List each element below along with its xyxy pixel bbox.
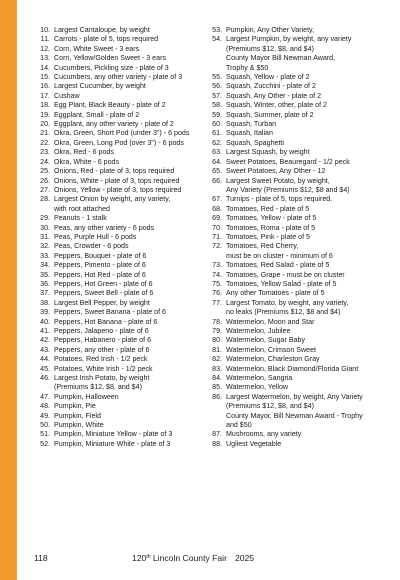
entry-item [207, 205, 375, 214]
entry-text: Squash, Summer, plate of 2 [226, 110, 314, 119]
entry-text: Watermelon, Black Diamond/Florida Giant [226, 364, 359, 373]
entry-number: 72. [212, 242, 222, 251]
entry-text: Sweet Potatoes, Beauregard - 1/2 peck [226, 157, 350, 166]
entry-text: Okra, Green, Long Pod (over 3") - 6 pods [54, 138, 184, 147]
entry-text: Peanuts - 1 stalk [54, 214, 107, 223]
entry-text: Squash, Winter, other, plate of 2 [226, 101, 327, 110]
entry-item [35, 73, 193, 82]
entry-text: Peppers, Sweet Bell - plate of 6 [54, 289, 154, 298]
entry-item [35, 355, 193, 364]
entry-item [35, 252, 193, 261]
entry-item [35, 139, 193, 148]
entry-text: Pumpkin, Field [54, 411, 101, 420]
footer-edition-suffix: th [146, 554, 151, 560]
entry-text: Watermelon, Charleston Gray [226, 355, 320, 364]
entry-number: 62. [212, 138, 222, 147]
entry-text: Corn, Yellow/Golden Sweet - 3 ears [54, 54, 166, 63]
entry-text: Peppers, Hot Banana - plate of 6 [54, 317, 158, 326]
entry-text: Peppers, Bouquet - plate of 6 [54, 251, 147, 260]
entry-number: 54. [212, 35, 222, 44]
entry-text: Cucumbers, any other variety - plate of 3 [54, 73, 183, 82]
entry-number: 44. [40, 355, 50, 364]
entry-number: 67. [212, 195, 222, 204]
entry-number: 11. [40, 35, 50, 44]
entry-number: 33. [40, 251, 50, 260]
entry-text: Watermelon, Crimson Sweet [226, 345, 317, 354]
entry-item [35, 35, 193, 44]
entry-number: 56. [212, 82, 222, 91]
entry-number: 79. [212, 327, 222, 335]
entry-number: 74. [212, 270, 222, 279]
entry-number: 82. [212, 355, 222, 364]
entry-number: 42. [40, 336, 50, 345]
entry-item [35, 224, 193, 233]
entry-number: 66. [212, 176, 222, 185]
entries-column-left [35, 26, 193, 449]
entry-item [207, 365, 375, 374]
entry-number: 73. [212, 261, 222, 270]
entry-number: 63. [212, 148, 222, 157]
entry-number: 55. [212, 73, 222, 82]
entry-text: Okra, Green, Short Pod (under 3") - 6 pods [54, 129, 190, 138]
entry-text: Sweet Potatoes, Any Other - 12 [226, 167, 326, 176]
entry-item [35, 299, 193, 308]
entry-item [207, 167, 375, 176]
entry-item [35, 177, 193, 186]
entry-item [207, 271, 375, 280]
entry-text: Peas, Crowder - 6 pods [54, 242, 129, 251]
entry-text: Largest Cantaloupe, by weight [54, 26, 150, 34]
entry-item [207, 242, 375, 261]
entry-number: 38. [40, 298, 50, 307]
entry-item [35, 289, 193, 298]
entry-number: 41. [40, 327, 50, 335]
entry-item [35, 167, 193, 176]
entry-text: Largest Irish Potato, by weight [54, 374, 150, 383]
entry-text: Pumpkin, Halloween [54, 392, 119, 401]
entry-item [35, 92, 193, 101]
entry-item [35, 308, 193, 317]
entry-text: Peppers, Sweet Banana - plate of 6 [54, 308, 166, 317]
entry-text-continued: (Premiums $12, $8, and $4) [226, 402, 314, 411]
entry-number: 36. [40, 279, 50, 288]
entry-item [207, 336, 375, 345]
entry-number: 35. [40, 270, 50, 279]
entry-item [207, 440, 375, 449]
entry-item [207, 177, 375, 196]
entry-text: Largest Onion by weight, any variety, [54, 195, 171, 204]
entry-text: Eggplant, Small - plate of 2 [54, 110, 140, 119]
entry-item [207, 158, 375, 167]
entry-item [207, 35, 375, 73]
entry-number: 51. [40, 430, 50, 439]
entry-number: 83. [212, 364, 222, 373]
entry-number: 71. [212, 232, 222, 241]
entry-number: 22. [40, 138, 50, 147]
entry-item [207, 129, 375, 138]
entry-item [35, 111, 193, 120]
entry-item [35, 365, 193, 374]
footer-fair-name: Lincoln County Fair [152, 553, 227, 563]
entry-text: Squash, Spaghetti [226, 138, 284, 147]
entry-number: 49. [40, 411, 50, 420]
entry-number: 14. [40, 63, 50, 72]
entry-number: 39. [40, 308, 50, 317]
entry-item [207, 139, 375, 148]
entry-number: 68. [212, 204, 222, 213]
entry-number: 59. [212, 110, 222, 119]
entry-item [207, 120, 375, 129]
entry-number: 47. [40, 392, 50, 401]
entry-item [207, 318, 375, 327]
entry-text: Cushaw [54, 91, 80, 100]
entry-text: Largest Pumpkin, by weight, any variety [226, 35, 352, 44]
entry-text: Tomatoes, Grape - must be on cluster [226, 270, 345, 279]
entry-item [35, 186, 193, 195]
entry-number: 13. [40, 54, 50, 63]
entry-text: Okra, White - 6 pods [54, 157, 120, 166]
entry-text: Peppers, Jalapeno - plate of 6 [54, 327, 149, 335]
entry-number: 53. [212, 26, 222, 34]
entry-item [35, 346, 193, 355]
entry-text-continued: Trophy & $50 [226, 63, 269, 72]
entry-number: 78. [212, 317, 222, 326]
entry-item [207, 111, 375, 120]
entry-number: 64. [212, 157, 222, 166]
entry-item [35, 402, 193, 411]
entry-text: Squash, Turban [226, 120, 277, 129]
entry-text: Peppers, Hot Green - plate of 6 [54, 279, 153, 288]
entry-item [207, 299, 375, 318]
entry-text: Tomatoes, Yellow Salad - plate of 5 [226, 279, 337, 288]
entry-text-continued: no leaks (Premiums $12, $8 and $4) [226, 308, 341, 317]
entry-text: Watermelon, Sugar Baby [226, 336, 305, 345]
entry-number: 15. [40, 73, 50, 82]
entry-text: Turnips - plate of 5, tops required. [226, 195, 333, 204]
entry-text: Largest Sweet Potato, by weight, [226, 176, 330, 185]
entry-item [207, 289, 375, 298]
entry-text: Pumpkin, Miniature White - plate of 3 [54, 439, 171, 448]
entries-column-right [207, 26, 375, 449]
entry-number: 57. [212, 91, 222, 100]
entry-item [35, 129, 193, 138]
entry-text: Pumpkin, Pie [54, 402, 96, 411]
entry-text-continued: and $50 [226, 421, 252, 430]
entry-number: 58. [212, 101, 222, 110]
entry-text: Largest Cucumber, by weight [54, 82, 146, 91]
entry-text: Eggplant, any other variety - plate of 2 [54, 120, 174, 129]
entry-text: Tomatoes, Red - plate of 5 [226, 204, 310, 213]
entry-item [207, 148, 375, 157]
entry-number: 17. [40, 91, 50, 100]
entry-number: 24. [40, 157, 50, 166]
entry-item [207, 430, 375, 439]
entry-item [207, 374, 375, 383]
entry-number: 84. [212, 374, 222, 383]
entry-number: 28. [40, 195, 50, 204]
entry-text-continued: with root attached [54, 204, 110, 213]
entry-number: 48. [40, 402, 50, 411]
entry-item [207, 393, 375, 431]
entry-item [35, 327, 193, 336]
entry-item [35, 158, 193, 167]
entry-text: Tomatoes, Red Cherry, [226, 242, 299, 251]
entry-item [207, 26, 375, 35]
entry-item [35, 374, 193, 393]
entry-item [35, 430, 193, 439]
entry-text: Watermelon, Jubilee [226, 327, 291, 335]
entry-text: Ugliest Vegetable [226, 439, 282, 448]
entry-item [35, 280, 193, 289]
entry-text-continued: (Premiums $12, $8, and $4) [54, 383, 142, 392]
entry-item [207, 233, 375, 242]
entry-number: 32. [40, 242, 50, 251]
entry-item [35, 195, 193, 214]
entry-number: 19. [40, 110, 50, 119]
entry-item [207, 261, 375, 270]
entry-text: Watermelon, Yellow [226, 383, 289, 392]
entry-text: Largest Tomato, by weight, any variety, [226, 298, 349, 307]
entry-text: Peppers, any other - plate of 6 [54, 345, 150, 354]
entry-number: 30. [40, 223, 50, 232]
entry-item [35, 393, 193, 402]
entry-item [35, 412, 193, 421]
entry-item [35, 242, 193, 251]
entry-text: Onions, Red - plate of 3, tops required [54, 167, 175, 176]
page-number: 118 [34, 553, 48, 563]
entry-text: Tomatoes, Pink - plate of 5 [226, 232, 310, 241]
entry-item [35, 148, 193, 157]
entry-text-continued: must be on cluster - minimum of 6 [226, 251, 333, 260]
entry-text: Peas, Purple Hull - 6 pods [54, 232, 137, 241]
entry-number: 70. [212, 223, 222, 232]
entry-item [35, 336, 193, 345]
entry-text: Onions, White - plate of 3, tops required [54, 176, 180, 185]
entry-item [207, 280, 375, 289]
entry-item [207, 73, 375, 82]
entry-number: 80. [212, 336, 222, 345]
entry-text: Watermelon, Moon and Star [226, 317, 315, 326]
entry-number: 45. [40, 364, 50, 373]
entry-text-continued: Any Variety (Premiums $12, $8 and $4) [226, 185, 350, 194]
entry-text: Largest Squash, by weight [226, 148, 310, 157]
entry-text: Okra, Red - 6 pods [54, 148, 114, 157]
footer-year: 2025 [234, 553, 255, 563]
entry-text-continued: County Mayor, Bill Newman Award - Trophy [226, 411, 363, 420]
entry-item [207, 346, 375, 355]
entry-number: 85. [212, 383, 222, 392]
entry-number: 23. [40, 148, 50, 157]
footer-title [132, 553, 254, 563]
entry-text: Watermelon, Sangria [226, 374, 293, 383]
entry-item [35, 261, 193, 270]
entry-number: 69. [212, 214, 222, 223]
entry-text: Tomatoes, Red Salad - plate of 5 [226, 261, 330, 270]
entry-number: 43. [40, 345, 50, 354]
entry-item [207, 383, 375, 392]
entry-number: 16. [40, 82, 50, 91]
entry-item [207, 101, 375, 110]
accent-side-bar [0, 0, 17, 580]
entry-item [35, 421, 193, 430]
entry-number: 61. [212, 129, 222, 138]
entry-item [35, 101, 193, 110]
entry-number: 81. [212, 345, 222, 354]
entry-number: 40. [40, 317, 50, 326]
entry-text: Peas, any other variety - 6 pods [54, 223, 155, 232]
entry-text: Carrots - plate of 5, tops required [54, 35, 159, 44]
entry-text: Potatoes, Red Irish - 1/2 peck [54, 355, 148, 364]
entry-item [207, 214, 375, 223]
entry-text: Squash, Any Other - plate of 2 [226, 91, 322, 100]
entry-item [207, 327, 375, 336]
entry-text: Peppers, Pimento - plate of 6 [54, 261, 146, 270]
entry-item [35, 64, 193, 73]
entry-text: Largest Bell Pepper, by weight [54, 298, 150, 307]
entry-item [35, 54, 193, 63]
entry-number: 18. [40, 101, 50, 110]
entry-number: 88. [212, 439, 222, 448]
entry-number: 46. [40, 374, 50, 383]
entry-text: Largest Watermelon, by weight, Any Variety [226, 392, 363, 401]
entry-number: 86. [212, 392, 222, 401]
entry-number: 29. [40, 214, 50, 223]
entry-number: 75. [212, 279, 222, 288]
entry-number: 12. [40, 44, 50, 53]
entry-item [35, 214, 193, 223]
entry-text: Pumpkin, Any Other Variety, [226, 26, 315, 34]
entry-text: Squash, Italian [226, 129, 273, 138]
entry-number: 26. [40, 176, 50, 185]
entry-number: 31. [40, 232, 50, 241]
entry-number: 27. [40, 185, 50, 194]
entry-item [207, 82, 375, 91]
entry-number: 50. [40, 421, 50, 430]
entry-number: 21. [40, 129, 50, 138]
entry-text: Potatoes, White Irish - 1/2 peck [54, 364, 153, 373]
entry-item [35, 233, 193, 242]
entry-number: 25. [40, 167, 50, 176]
entry-text: Egg Plant, Black Beauty - plate of 2 [54, 101, 166, 110]
entry-text: Tomatoes, Roma - plate of 5 [226, 223, 316, 232]
entry-text: Squash, Yellow - plate of 2 [226, 73, 310, 82]
entry-item [35, 45, 193, 54]
entry-item [35, 318, 193, 327]
entry-text: Peppers, Habanero - plate of 6 [54, 336, 152, 345]
entry-text: Tomatoes, Yellow - plate of 5 [226, 214, 317, 223]
entry-item [35, 440, 193, 449]
entry-number: 34. [40, 261, 50, 270]
entry-text: Any other Tomatoes - plate of 5 [226, 289, 325, 298]
entry-item [35, 271, 193, 280]
footer-edition-number: 120 [132, 553, 147, 563]
entry-number: 60. [212, 120, 222, 129]
entry-number: 52. [40, 439, 50, 448]
entry-number: 65. [212, 167, 222, 176]
entry-item [207, 195, 375, 204]
entry-text: Corn, White Sweet - 3 ears [54, 44, 140, 53]
entry-item [35, 82, 193, 91]
entry-text-continued: (Premiums $12, $8, and $4) [226, 44, 314, 53]
entry-item [35, 26, 193, 35]
entry-text-continued: County Mayor Bill Newman Award, [226, 54, 336, 63]
entry-text: Pumpkin, Miniature Yellow - plate of 3 [54, 430, 173, 439]
entry-text: Cucumbers, Pickling size - plate of 3 [54, 63, 169, 72]
entry-number: 76. [212, 289, 222, 298]
entry-number: 10. [40, 26, 50, 34]
entry-item [35, 120, 193, 129]
entry-item [207, 92, 375, 101]
entry-text: Mushrooms, any variety [226, 430, 302, 439]
entry-item [207, 224, 375, 233]
entry-number: 37. [40, 289, 50, 298]
entry-text: Squash, Zucchini - plate of 2 [226, 82, 316, 91]
entry-item [207, 355, 375, 364]
entry-number: 77. [212, 298, 222, 307]
entry-text: Peppers, Hot Red - plate of 6 [54, 270, 146, 279]
entry-number: 20. [40, 120, 50, 129]
entry-number: 87. [212, 430, 222, 439]
entry-text: Pumpkin, White [54, 421, 104, 430]
entry-text: Onions, Yellow - plate of 3, tops required [54, 185, 182, 194]
